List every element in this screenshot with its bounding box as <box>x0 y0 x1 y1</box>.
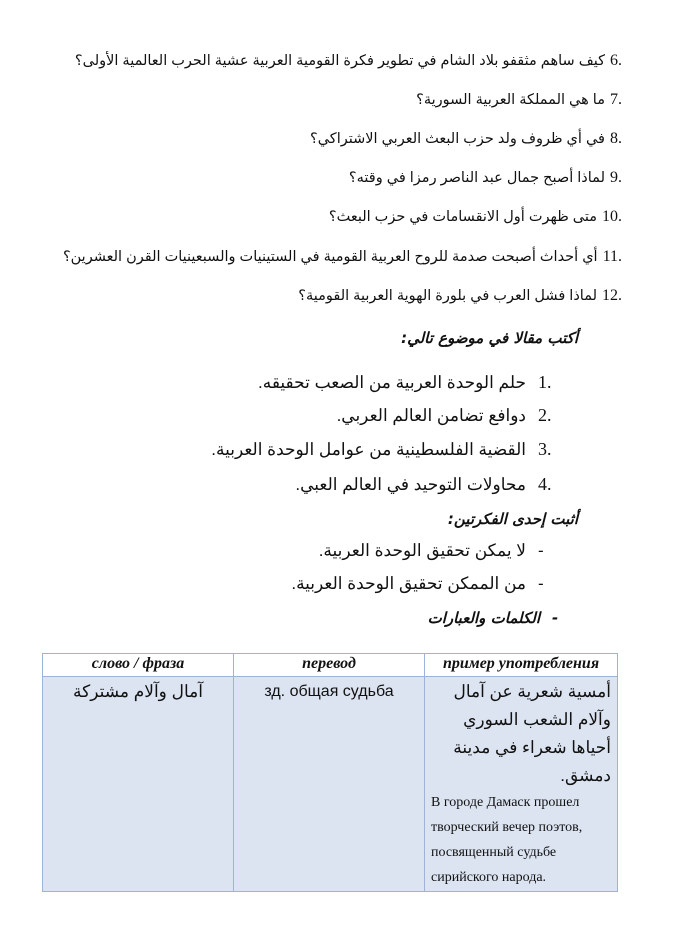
table-header-row <box>43 654 618 677</box>
question-number: 8. <box>610 130 622 147</box>
essay-item <box>337 405 576 426</box>
essay-heading: أكتب مقالا في موضوع تالي: <box>401 329 578 347</box>
header-word: слово / фраза <box>43 654 234 677</box>
question-number: 11. <box>602 248 622 265</box>
vocab-table <box>42 653 618 892</box>
bullet-dash: - <box>552 609 559 627</box>
prove-item <box>319 541 576 561</box>
bullet-dash: - <box>538 574 544 593</box>
item-number: 4. <box>538 474 552 494</box>
header-translation: перевод <box>234 654 425 677</box>
prove-heading: أثبت إحدى الفكرتين: <box>447 510 578 528</box>
example-russian: В городе Дамаск прошел творческий вечер поэтов, посвященный судьбе сирийского народа. <box>431 795 583 885</box>
question-number: 12. <box>602 287 622 304</box>
cell-example <box>425 677 618 892</box>
item-text: من الممكن تحقيق الوحدة العربية. <box>291 574 526 593</box>
cell-translation: зд. общая судьба <box>234 677 425 892</box>
question-text: في أي ظروف ولد حزب البعث العربي الاشتراكي؟ <box>310 131 605 147</box>
essay-item <box>258 372 576 393</box>
question-text: لماذا فشل العرب في بلورة الهوية العربية القومية؟ <box>298 288 597 304</box>
example-arabic: أمسية شعرية عن آمال وآلام الشعب السوري أحياها شعراء في مدينة دمشق. <box>453 682 611 785</box>
question-7 <box>416 91 622 109</box>
question-12 <box>298 287 622 305</box>
question-11 <box>63 248 622 266</box>
header-example: пример употребления <box>425 654 618 677</box>
question-number: 6. <box>610 52 622 69</box>
prove-item <box>291 574 576 594</box>
item-text: القضية الفلسطينية من عوامل الوحدة العربية. <box>211 440 526 459</box>
question-6 <box>75 52 622 70</box>
question-8 <box>310 130 622 148</box>
item-text: لا يمكن تحقيق الوحدة العربية. <box>318 541 526 560</box>
vocab-heading-text: الكلمات والعبارات <box>427 609 540 627</box>
vocab-heading <box>428 609 578 627</box>
essay-item <box>211 439 576 460</box>
question-text: ما هي المملكة العربية السورية؟ <box>416 92 605 108</box>
item-number: 3. <box>538 439 552 459</box>
question-9 <box>349 169 622 187</box>
item-number: 1. <box>538 372 552 392</box>
item-text: حلم الوحدة العربية من الصعب تحقيقه. <box>257 373 526 392</box>
bullet-dash: - <box>538 541 544 560</box>
question-number: 10. <box>602 208 622 225</box>
question-10 <box>329 208 622 226</box>
cell-word: آمال وآلام مشتركة <box>43 677 234 892</box>
question-number: 9. <box>610 169 622 186</box>
question-number: 7. <box>610 91 622 108</box>
item-number: 2. <box>538 405 552 425</box>
essay-item <box>295 474 576 495</box>
item-text: محاولات التوحيد في العالم العبي. <box>295 475 526 494</box>
table-row <box>43 677 618 892</box>
question-text: أي أحداث أصبحت صدمة للروح العربية القومية في الستينيات والسبعينيات القرن العشرين؟ <box>62 249 598 265</box>
question-text: لماذا أصبح جمال عبد الناصر رمزا في وقته؟ <box>348 170 605 186</box>
question-text: متى ظهرت أول الانقسامات في حزب البعث؟ <box>328 209 597 225</box>
item-text: دوافع تضامن العالم العربي. <box>336 406 526 425</box>
question-text: كيف ساهم مثقفو بلاد الشام في تطوير فكرة القومية العربية عشية الحرب العالمية الأولى؟ <box>74 53 605 69</box>
